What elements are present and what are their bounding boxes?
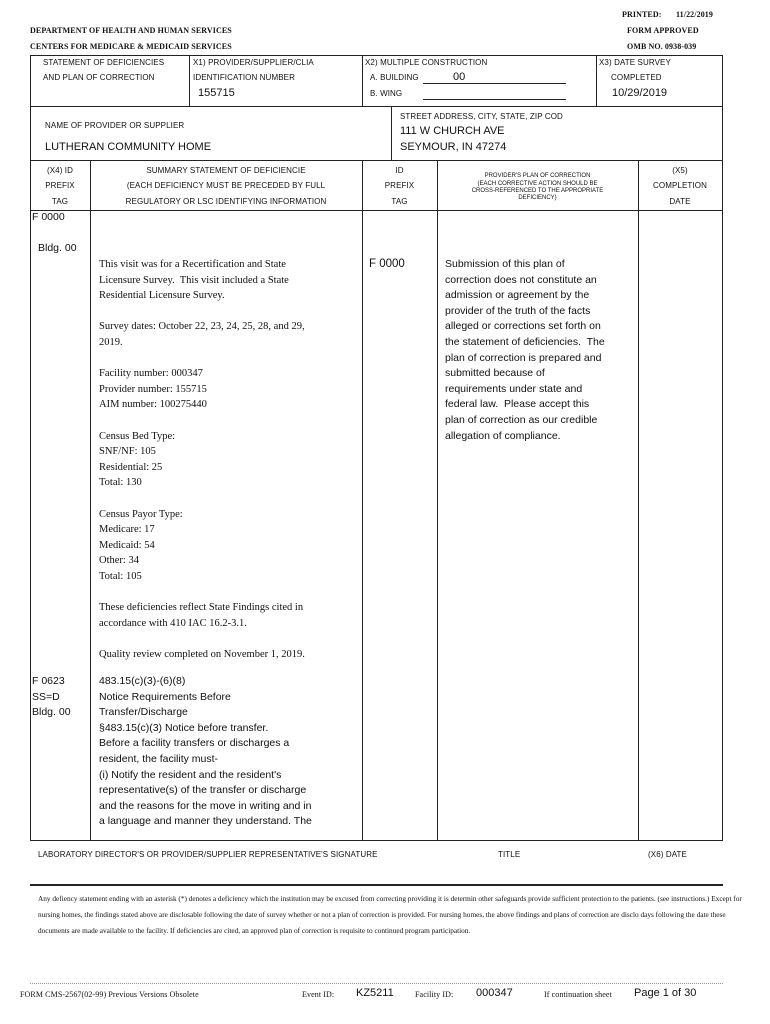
event-id-value: KZ5211 bbox=[356, 987, 394, 999]
wing-underline bbox=[423, 99, 566, 100]
wing-label: B. WING bbox=[370, 89, 403, 98]
provider-name-label: NAME OF PROVIDER OR SUPPLIER bbox=[45, 121, 185, 130]
col-line-left bbox=[30, 160, 31, 840]
x3-value: 10/29/2019 bbox=[612, 87, 668, 99]
col-id-3: TAG bbox=[391, 197, 408, 206]
x3-label-2: COMPLETED bbox=[611, 73, 662, 82]
x3-label-1: X3) DATE SURVEY bbox=[599, 58, 671, 67]
rule-right-top bbox=[722, 55, 723, 160]
provider-name: LUTHERAN COMMUNITY HOME bbox=[45, 141, 212, 153]
col-x5-1: (X5) bbox=[672, 166, 688, 175]
department-title: DEPARTMENT OF HEALTH AND HUMAN SERVICES bbox=[30, 26, 232, 35]
col-plan-3: CROSS-REFERENCED TO THE APPROPRIATE bbox=[471, 188, 604, 194]
rule-top bbox=[30, 55, 723, 56]
id-tag-f0000: F 0000 bbox=[369, 258, 405, 270]
centers-title: CENTERS FOR MEDICARE & MEDICAID SERVICES bbox=[30, 42, 232, 51]
col-x5-3: DATE bbox=[669, 197, 691, 206]
col-line-plan bbox=[638, 160, 639, 840]
rule-x2 bbox=[362, 55, 363, 106]
form-approved: FORM APPROVED bbox=[627, 26, 699, 35]
address-line1: 111 W CHURCH AVE bbox=[400, 125, 505, 137]
statement-label-1: STATEMENT OF DEFICIENCIES bbox=[43, 58, 165, 67]
rule-left-top bbox=[30, 55, 31, 160]
col-line-id bbox=[437, 160, 438, 840]
x1-label-2: IDENTIFICATION NUMBER bbox=[193, 73, 295, 82]
x1-label-1: X1) PROVIDER/SUPPLIER/CLIA bbox=[193, 58, 314, 67]
col-summary-2: (EACH DEFICIENCY MUST BE PRECEDED BY FULL bbox=[126, 181, 326, 190]
col-x4-2: PREFIX bbox=[45, 181, 75, 190]
rule-x3 bbox=[596, 55, 597, 106]
event-id-label: Event ID: bbox=[302, 990, 335, 999]
rule-footer bbox=[30, 983, 723, 984]
rule-address bbox=[391, 106, 392, 160]
omb-number: OMB NO. 0938-039 bbox=[627, 42, 697, 51]
continuation-label: If continuation sheet bbox=[544, 990, 612, 999]
building-underline bbox=[423, 83, 566, 84]
summary-block-1: This visit was for a Recertification and State Licensure Survey. This visit included a State Residential Licensure Survey. Survey dates: October 22, 23, 24, 25, 28, and 29, 2019. Facility number: 000347 Provider number: 155715 AIM number: 100275440 Census Bed Type: SNF/NF: 105 Residential: 25 Total: 130 Census Payor Type: Medicare: 17 Medicaid: 54 Other: 34 Total: 105 These deficiencies reflect State Findings cited in accordance with 410 IAC 16.2-3.1. Quality review completed on November 1, 2019. bbox=[99, 259, 305, 660]
summary-block-2: 483.15(c)(3)-(6)(8) Notice Requirements Before Transfer/Discharge §483.15(c)(3) Notice before transfer. Before a facility transfers or discharges a resident, the facility must- (i) Notify the resident and the resident's representative(s) of the transfer or discharge and the reasons for the move in writing and in a language and manner they understand. The bbox=[99, 675, 312, 828]
form-number: FORM CMS-2567(02-99) Previous Versions Obsolete bbox=[20, 990, 199, 999]
col-plan-1: PROVIDER'S PLAN OF CORRECTION bbox=[484, 173, 591, 179]
col-line-right bbox=[722, 160, 723, 840]
page-number: Page 1 of 30 bbox=[634, 987, 697, 999]
printed-date: 11/22/2019 bbox=[676, 10, 714, 19]
printed-label: PRINTED: bbox=[622, 10, 662, 19]
rule-signature bbox=[30, 884, 723, 886]
address-label: STREET ADDRESS, CITY, STATE, ZIP COD bbox=[400, 112, 563, 121]
col-plan-4: DEFICIENCY) bbox=[518, 195, 557, 201]
rule-row1 bbox=[30, 106, 723, 107]
col-x4-1: (X4) ID bbox=[46, 166, 74, 175]
bldg-label: Bldg. 00 bbox=[38, 242, 77, 254]
col-summary-1: SUMMARY STATEMENT OF DEFICIENCIE bbox=[146, 166, 306, 175]
footnote: Any defiency statement ending with an asterisk (*) denotes a deficiency which the institution may be excused from correcting providing it is determin other safeguards provide sufficient protection to the patients. (see instructions.) Except for nursing homes, the findings stated above are disclosable following the date of survey whether or not a plan of correction is provided. For nursing homes, the above findings and plans of correction are disclo days following the date these documents are made available to the facility. If deficiencies are cited, an approved plan of correction is requisite to continued program participation. bbox=[38, 894, 742, 935]
col-id-1: ID bbox=[395, 166, 404, 175]
rule-table-bottom bbox=[30, 840, 723, 841]
x1-value: 155715 bbox=[198, 87, 235, 99]
building-value: 00 bbox=[453, 71, 466, 83]
title-label: TITLE bbox=[498, 850, 521, 859]
tag-f0623: F 0623 SS=D Bldg. 00 bbox=[32, 675, 71, 719]
col-x5-2: COMPLETION bbox=[653, 181, 707, 190]
col-line-x4 bbox=[90, 160, 91, 840]
plan-of-correction-text: Submission of this plan of correction does not constitute an admission or agreement by the provider of the truth of the facts alleged or corrections set forth on the statement of deficiencies. The plan of correction is prepared and submitted because of requirements under state and federal law. Please accept this plan of correction as our credible allegation of compliance. bbox=[445, 258, 605, 442]
facility-id-value: 000347 bbox=[476, 987, 513, 999]
tag-f0000: F 0000 bbox=[32, 211, 65, 223]
col-plan-2: (EACH CORRECTIVE ACTION SHOULD BE bbox=[477, 181, 598, 187]
rule-colhead bbox=[30, 210, 723, 211]
rule-x1 bbox=[189, 55, 190, 106]
rule-row2 bbox=[30, 160, 723, 161]
col-line-summary bbox=[362, 160, 363, 840]
statement-label-2: AND PLAN OF CORRECTION bbox=[43, 73, 155, 82]
facility-id-label: Facility ID: bbox=[415, 990, 454, 999]
signature-label: LABORATORY DIRECTOR'S OR PROVIDER/SUPPLIER REPRESENTATIVE'S SIGNATURE bbox=[38, 850, 378, 859]
col-x4-3: TAG bbox=[51, 197, 69, 206]
date-label: (X6) DATE bbox=[648, 850, 687, 859]
col-summary-3: REGULATORY OR LSC IDENTIFYING INFORMATION bbox=[125, 197, 327, 206]
col-id-2: PREFIX bbox=[384, 181, 415, 190]
building-label: A. BUILDING bbox=[370, 73, 419, 82]
address-line2: SEYMOUR, IN 47274 bbox=[400, 141, 507, 153]
x2-label: X2) MULTIPLE CONSTRUCTION bbox=[365, 58, 488, 67]
